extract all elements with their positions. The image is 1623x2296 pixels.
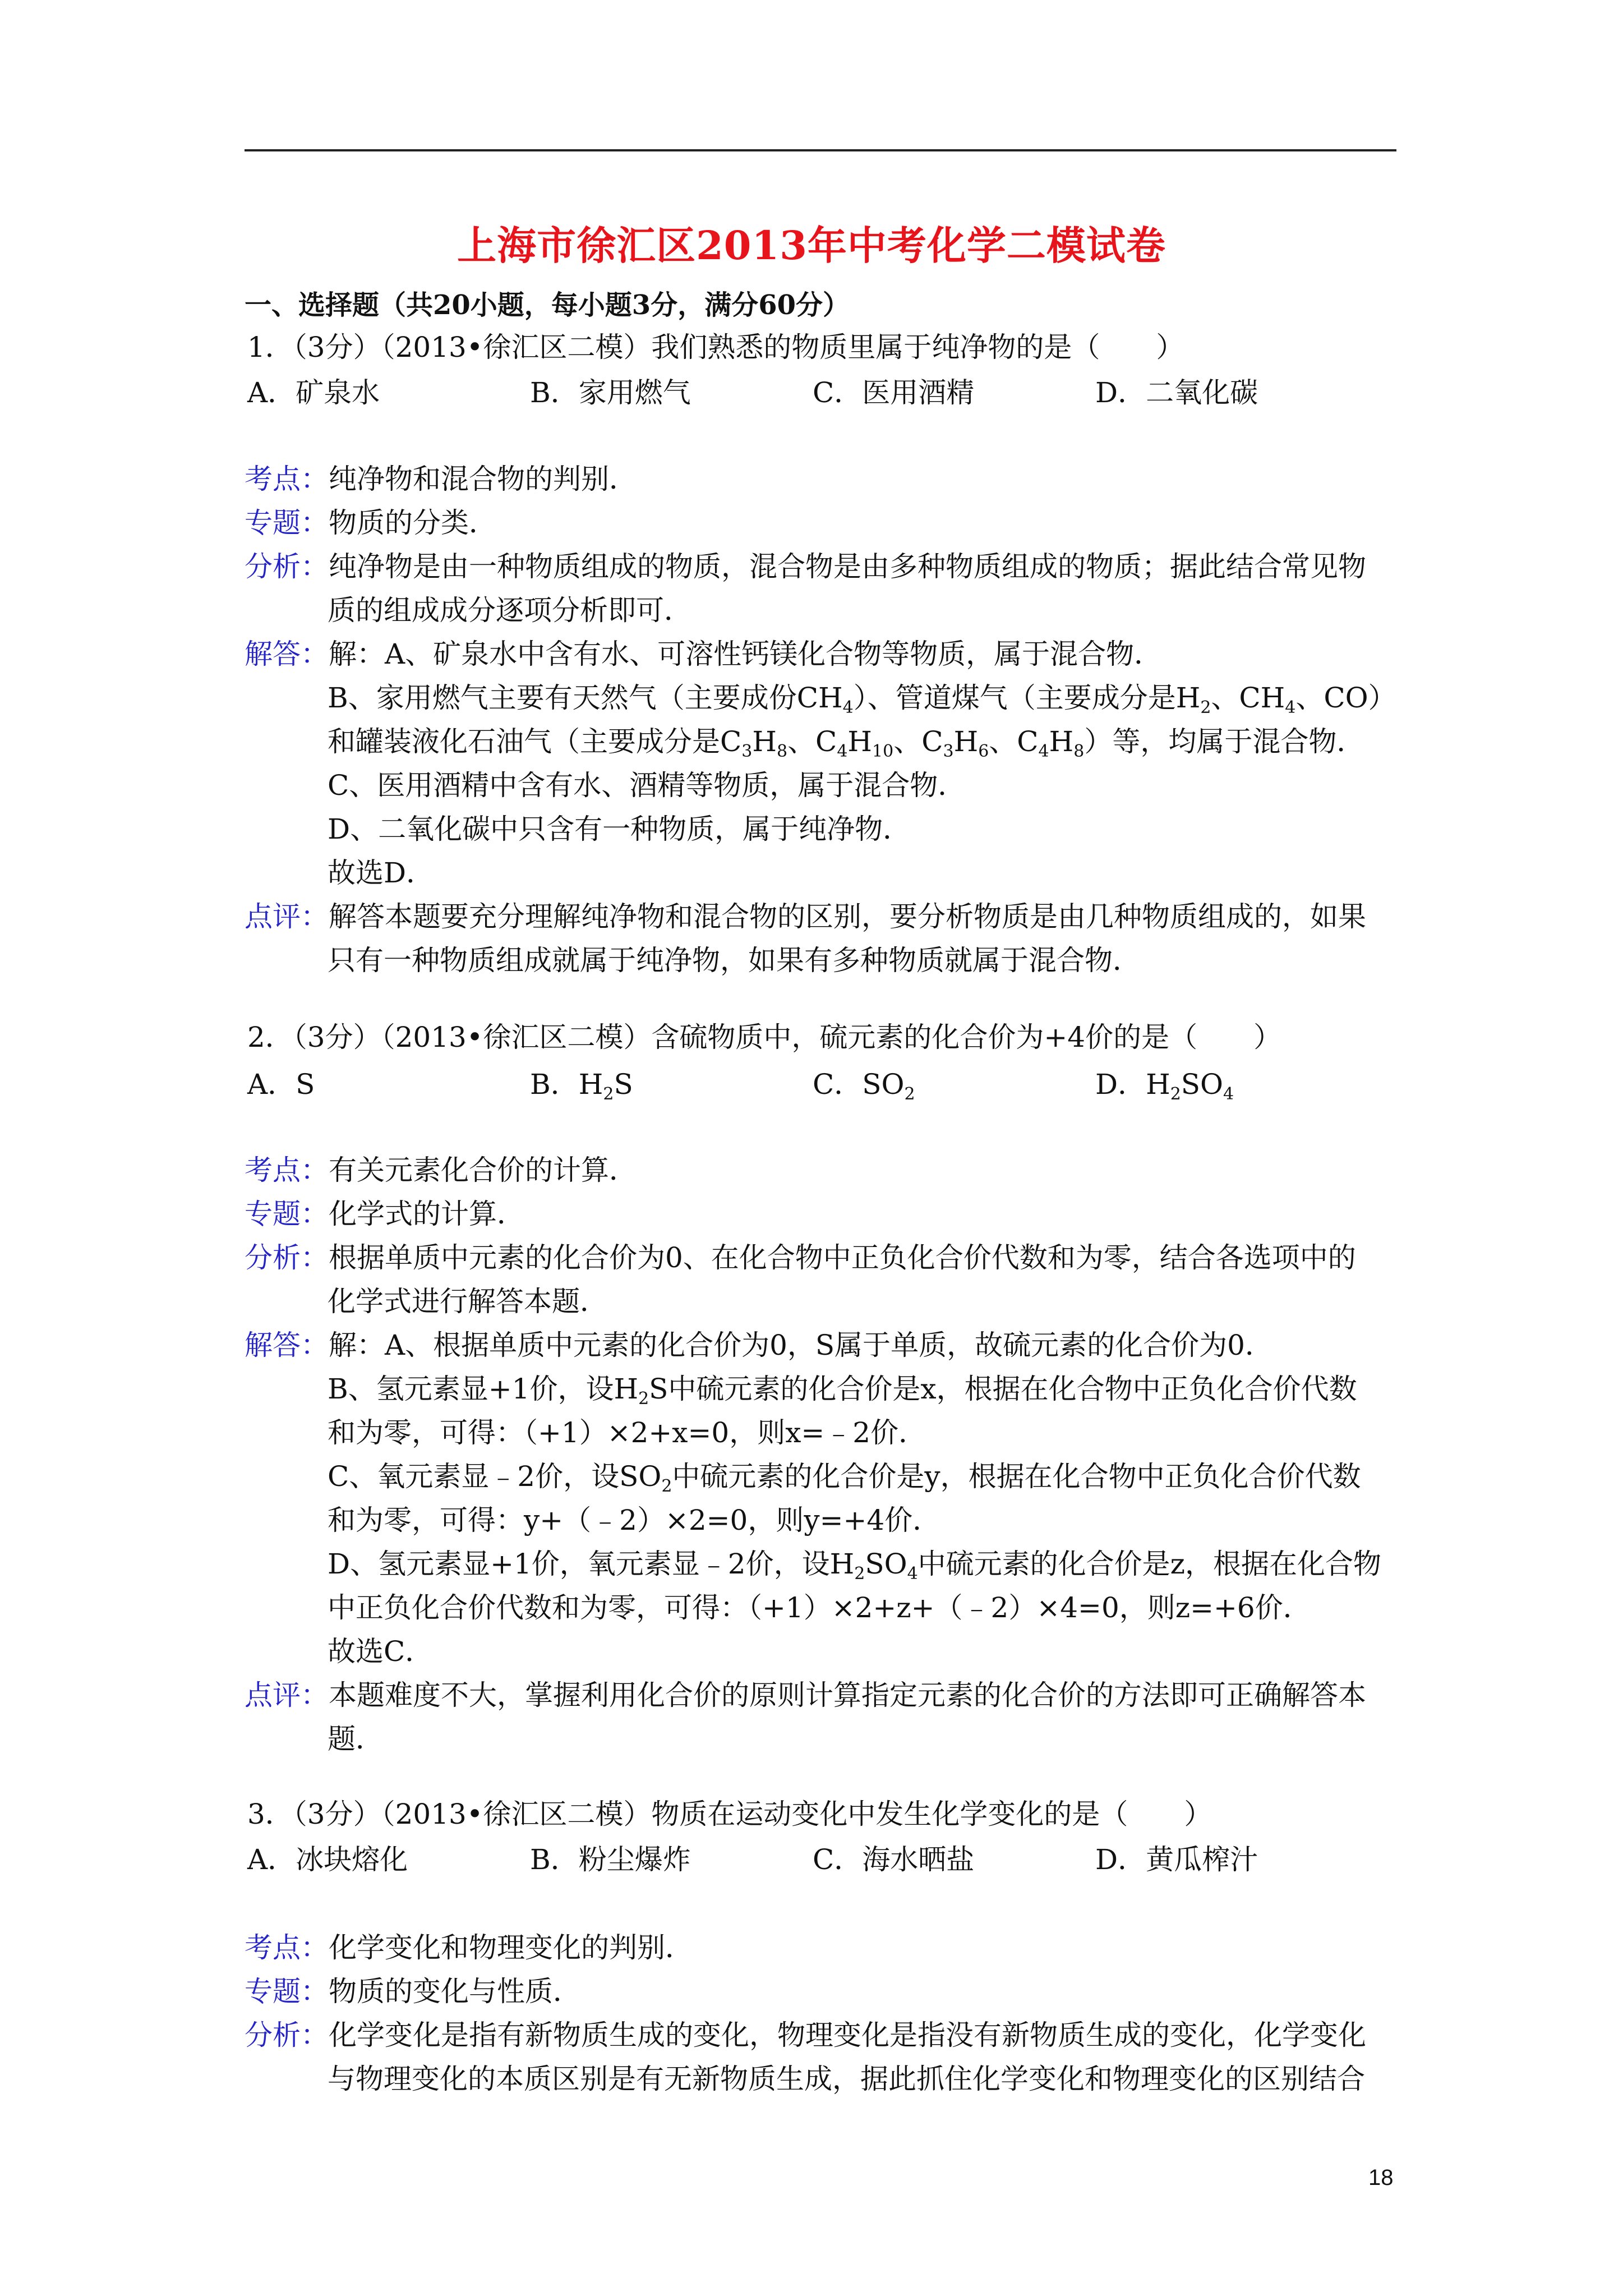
q1-jieda-d: D、二氧化碳中只含有一种物质，属于纯净物． bbox=[328, 813, 911, 845]
q1-dianping-line2: 只有一种物质组成就属于纯净物，如果有多种物质就属于混合物． bbox=[328, 944, 1141, 977]
q3-option-d: D．黄瓜榨汁 bbox=[1095, 1843, 1258, 1876]
q2-jieda-b-cont: 和为零，可得：（+1）×2+x=0，则x=﹣2价． bbox=[328, 1416, 927, 1449]
q1-fenxi-line2: 质的组成成分逐项分析即可． bbox=[328, 594, 692, 627]
q1-jieda-b: B、家用燃气主要有天然气（主要成份$CH_4$）、管道煤气（主要成分是$H_2$、$CH_4$、CO） bbox=[328, 682, 1396, 717]
q1-option-d: D．二氧化碳 bbox=[1095, 376, 1258, 409]
section-heading: 一、选择题（共20小题，每小题3分，满分60分） bbox=[245, 289, 850, 321]
q2-option-c: C．$SO_2$ bbox=[813, 1068, 915, 1104]
q3-zhuanti: 专题：物质的变化与性质． bbox=[245, 1975, 581, 2008]
q1-jieda-c: C、医用酒精中含有水、酒精等物质，属于混合物． bbox=[328, 769, 966, 802]
q1-jieda-b-cont: 和罐装液化石油气（主要成分是$C_3H_8$、$C_4H_{10}$、$C_3H_6$、$C_4H_8$）等，均属于混合物． bbox=[328, 725, 1365, 761]
q2-dianping: 点评：本题难度不大，掌握利用化合价的原则计算指定元素的化合价的方法即可正确解答本 bbox=[245, 1679, 1366, 1711]
q1-fenxi: 分析：纯净物是由一种物质组成的物质，混合物是由多种物质组成的物质；据此结合常见物 bbox=[245, 550, 1366, 583]
header-rule bbox=[245, 149, 1396, 151]
q1-option-c: C．医用酒精 bbox=[813, 376, 975, 409]
page-title: 上海市徐汇区2013年中考化学二模试卷 bbox=[457, 222, 1166, 269]
q2-fenxi: 分析：根据单质中元素的化合价为0、在化合物中正负化合价代数和为零，结合各选项中的 bbox=[245, 1241, 1356, 1274]
q2-kaodian: 考点：有关元素化合价的计算． bbox=[245, 1154, 637, 1186]
q2-option-d: D．$H_2SO_4$ bbox=[1095, 1068, 1234, 1104]
q3-kaodian: 考点：化学变化和物理变化的判别． bbox=[245, 1931, 693, 1964]
q1-zhuanti: 专题：物质的分类． bbox=[245, 507, 497, 539]
q2-fenxi-line2: 化学式进行解答本题． bbox=[328, 1285, 608, 1318]
q1-jieda: 解答：解：A、矿泉水中含有水、可溶性钙镁化合物等物质，属于混合物． bbox=[245, 638, 1163, 670]
q1-jieda-answer: 故选D． bbox=[328, 857, 435, 889]
q2-dianping-line2: 题． bbox=[328, 1723, 384, 1755]
q3-fenxi: 分析：化学变化是指有新物质生成的变化，物理变化是指没有新物质生成的变化，化学变化 bbox=[245, 2019, 1366, 2051]
q3-option-b: B．粉尘爆炸 bbox=[530, 1843, 691, 1876]
q1-dianping: 点评：解答本题要充分理解纯净物和混合物的区别，要分析物质是由几种物质组成的，如果 bbox=[245, 900, 1366, 933]
question-3-stem: 3．（3分）（2013•徐汇区二模）物质在运动变化中发生化学变化的是（ ） bbox=[247, 1798, 1212, 1830]
q3-option-a: A．冰块熔化 bbox=[247, 1843, 408, 1876]
q3-option-c: C．海水晒盐 bbox=[813, 1843, 975, 1876]
q2-option-a: A．S bbox=[247, 1068, 315, 1101]
q2-jieda-c: C、氧元素显﹣2价，设$SO_2$中硫元素的化合价是y，根据在化合物中正负化合价代数 bbox=[328, 1460, 1361, 1496]
q3-fenxi-line2: 与物理变化的本质区别是有无新物质生成，据此抓住化学变化和物理变化的区别结合 bbox=[328, 2063, 1365, 2095]
q2-jieda-answer: 故选C． bbox=[328, 1635, 434, 1668]
q2-option-b: B．$H_2S$ bbox=[530, 1068, 633, 1104]
q2-jieda-d: D、氢元素显+1价，氧元素显﹣2价，设$H_2SO_4$中硫元素的化合价是z，根据在化合物 bbox=[328, 1548, 1381, 1584]
q2-jieda-b: B、氢元素显+1价，设$H_2S$中硫元素的化合价是x，根据在化合物中正负化合价代数 bbox=[328, 1373, 1357, 1409]
q2-jieda-d-cont: 中正负化合价代数和为零，可得：（+1）×2+z+（﹣2）×4=0，则z=+6价． bbox=[328, 1591, 1311, 1624]
q1-kaodian: 考点：纯净物和混合物的判别． bbox=[245, 463, 637, 495]
q2-jieda: 解答：解：A、根据单质中元素的化合价为0，S属于单质，故硫元素的化合价为0． bbox=[245, 1329, 1273, 1361]
page-number: 18 bbox=[1368, 2165, 1394, 2190]
q2-zhuanti: 专题：化学式的计算． bbox=[245, 1198, 525, 1230]
question-2-stem: 2．（3分）（2013•徐汇区二模）含硫物质中，硫元素的化合价为+4价的是（ ） bbox=[247, 1021, 1282, 1053]
q2-jieda-c-cont: 和为零，可得：y+（﹣2）×2=0，则y=+4价． bbox=[328, 1504, 941, 1536]
q1-option-b: B．家用燃气 bbox=[530, 376, 691, 409]
question-1-stem: 1．（3分）（2013•徐汇区二模）我们熟悉的物质里属于纯净物的是（ ） bbox=[247, 331, 1184, 364]
q1-option-a: A．矿泉水 bbox=[247, 376, 380, 409]
